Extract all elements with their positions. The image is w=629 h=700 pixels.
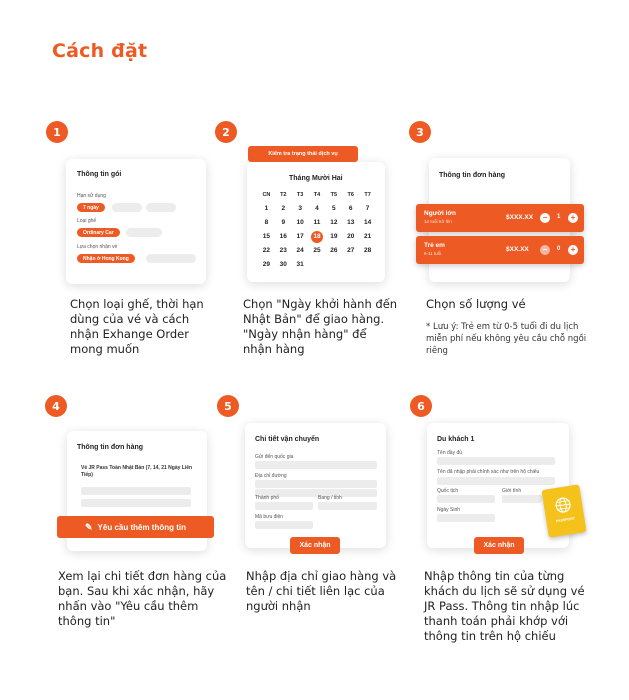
plus-icon[interactable]: + [568,245,578,255]
calendar-day[interactable]: 25 [313,247,321,254]
step-3-number: 3 [409,121,431,143]
calendar-day[interactable]: 14 [363,219,372,226]
minus-icon[interactable]: − [540,245,550,255]
step-1-description: Chọn loại ghế, thời hạn dùng của vé và cách nhận Exhange Order mong muốn [70,297,204,356]
page-title: Cách đặt [52,40,148,62]
nationality-field[interactable] [437,495,495,503]
calendar-day[interactable]: 8 [264,219,269,226]
passport-icon [541,484,586,537]
calendar-day[interactable]: 12 [330,219,338,226]
step-1-number: 1 [46,121,68,143]
step-6-description: Nhập thông tin của từng khách du lịch sẽ sử dụng vé JR Pass. Thông tin nhập lúc thanh toán phải khớp với thông tin trên hộ chiếu [424,569,585,643]
full-name-label: Tên đầy đủ [437,450,463,456]
calendar-day[interactable]: 4 [315,205,319,212]
calendar-day[interactable]: 19 [330,233,338,240]
seat-option-selected[interactable]: Ordinary Car [77,228,120,237]
calendar-day[interactable]: 26 [330,247,338,254]
placeholder-bar [81,487,191,495]
child-label: Trẻ em [424,242,445,249]
calendar-day[interactable]: 17 [296,233,304,240]
adult-ticket-row [416,204,584,232]
calendar-day[interactable]: 1 [264,205,269,212]
package-info-title: Thông tin gói [77,171,122,178]
passport-label: PASSPORT [555,516,576,524]
state-field[interactable] [318,502,377,510]
passport-name-field[interactable] [437,477,555,485]
calendar-day[interactable]: 28 [363,247,372,254]
zip-label: Mã bưu điện [255,514,284,520]
address-field[interactable] [255,480,377,488]
calendar-day[interactable]: 27 [347,247,355,254]
weekday-header: T4 [313,192,321,198]
calendar-day[interactable]: 13 [347,219,355,226]
calendar-day[interactable]: 15 [262,233,271,240]
step-5-card [245,423,386,548]
weekday-header: T2 [280,192,287,198]
calendar-month: Tháng Mười Hai [289,175,343,182]
edit-icon: ✎ [85,521,93,532]
calendar-grid [258,190,376,270]
step-1-card [66,159,206,284]
step-6-number: 6 [410,395,432,417]
step-5-number: 5 [217,395,239,417]
calendar-day[interactable]: 22 [262,247,271,254]
weekday-header: T3 [296,192,304,198]
adult-label: Người lớn [424,210,457,217]
pickup-label: Lựa chọn nhận vé [77,244,118,250]
calendar-day[interactable]: 7 [365,205,370,212]
weekday-header: T6 [347,192,354,198]
order-info-title: Thông tin đơn hàng [77,444,144,451]
dob-field[interactable] [437,514,495,522]
calendar-day[interactable]: 31 [296,261,304,268]
calendar-day[interactable]: 9 [281,219,286,226]
selected-day-marker: 18 [311,231,323,243]
country-label: Gửi đến quốc gia [255,454,294,460]
calendar-day[interactable]: 3 [298,205,302,212]
traveler-title: Du khách 1 [437,436,475,443]
country-field[interactable] [255,461,377,469]
calendar-day[interactable]: 23 [279,247,287,254]
gender-field[interactable] [502,495,542,503]
validity-option-selected[interactable]: 7 ngày [77,203,105,212]
check-service-status-tab[interactable]: Kiểm tra trạng thái dịch vụ [248,146,358,162]
full-name-field[interactable] [437,457,555,465]
validity-option[interactable] [112,203,142,212]
address-label: Địa chỉ đường [255,473,287,479]
calendar-day[interactable]: 2 [281,205,286,212]
seat-type-label: Loại ghế [77,218,97,224]
calendar-day[interactable]: 30 [279,261,287,268]
plus-icon[interactable]: + [568,213,578,223]
step-5-description: Nhập địa chỉ giao hàng và tên / chi tiết liên lạc của người nhận [246,569,397,613]
child-age-note: 6-11 tuổi [424,251,442,256]
adult-price: $XXX.XX [506,214,534,221]
calendar-day[interactable]: 10 [296,219,304,226]
shipping-details-title: Chi tiết vận chuyển [255,436,320,443]
pickup-option-selected[interactable]: Nhận ở Hong Kong [77,254,135,263]
validity-label: Hạn sử dụng [77,193,106,199]
city-field[interactable] [255,502,313,510]
step-3-description: Chọn số lượng vé [426,297,526,311]
step-3-note: * Lưu ý: Trẻ em từ 0-5 tuổi đi du lịch miễn phí nếu không yêu cầu chỗ ngồi riêng [426,322,587,356]
validity-option[interactable] [146,203,176,212]
calendar-day[interactable]: 5 [332,205,336,212]
step-2-description: Chọn "Ngày khởi hành đến Nhật Bản" để giao hàng. "Ngày nhận hàng" để nhận hàng [243,297,398,356]
calendar-day[interactable]: 11 [313,219,321,226]
weekday-header: CN [262,192,271,198]
adult-quantity: 1 [557,214,561,220]
nationality-label: Quốc tịch [437,488,459,494]
passport-name-note: Tên đã nhập phải chính xác như trên hộ chiếu [437,469,540,475]
calendar-day-selected[interactable] [309,232,326,242]
request-more-info-label: Yêu cầu thêm thông tin [97,522,186,532]
pickup-option[interactable] [146,254,196,263]
calendar-day[interactable]: 24 [296,247,304,254]
weekday-header: T5 [330,192,338,198]
calendar-day[interactable]: 16 [279,233,287,240]
dob-label: Ngày Sinh [437,507,461,513]
minus-icon[interactable]: − [540,213,550,223]
gender-label: Giới tính [502,488,522,494]
calendar-day[interactable]: 29 [262,261,271,268]
zip-field[interactable] [255,521,313,529]
child-quantity: 0 [557,246,561,252]
confirm-button[interactable]: Xác nhận [474,537,524,554]
adult-age-note: 12 tuổi trở lên [424,219,452,224]
step-4-number: 4 [45,395,67,417]
seat-option[interactable] [126,228,162,237]
state-label: Bang / tỉnh [318,495,342,501]
step-4-description: Xem lại chi tiết đơn hàng của bạn. Sau khi xác nhận, hãy nhấn vào "Yêu cầu thêm thông tin" [58,569,227,628]
step-2-number: 2 [215,121,237,143]
city-label: Thành phố [255,495,279,501]
confirm-button[interactable]: Xác nhận [290,537,340,554]
child-ticket-row [416,236,584,264]
calendar-day[interactable]: 20 [347,233,355,240]
globe-icon [554,496,572,514]
child-price: $XX.XX [506,246,529,253]
weekday-header: T7 [364,192,371,198]
calendar-day[interactable]: 6 [348,205,353,212]
order-item-name: Vé JR Pass Toàn Nhật Bản (7, 14, 21 Ngày Liên Tiếp) [81,465,193,478]
placeholder-bar [81,499,191,507]
calendar-day[interactable]: 21 [363,233,372,240]
request-more-info-button[interactable] [57,516,214,538]
order-info-title: Thông tin đơn hàng [439,172,506,179]
